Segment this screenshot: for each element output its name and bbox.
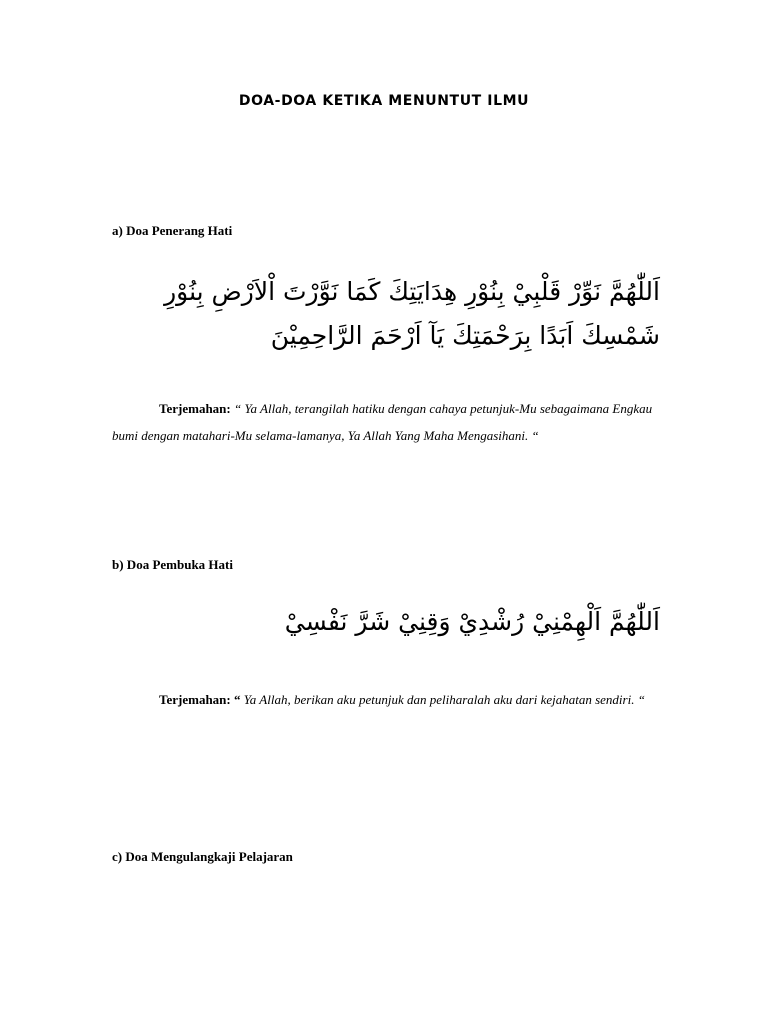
- section-a-heading: a) Doa Penerang Hati: [112, 223, 233, 238]
- section-a-translation-text: “ Ya Allah, terangilah hatiku dengan cahaya petunjuk-Mu sebagaimana Engkau bumi dengan matahari-Mu selama-lamanya, Ya Allah Yang Maha Mengasihani. “: [112, 401, 653, 443]
- section-b-translation-text: Ya Allah, berikan aku petunjuk dan peliharalah aku dari kejahatan sendiri. “: [240, 692, 645, 707]
- section-b-translation-quote: “: [230, 692, 241, 707]
- section-b-arabic-line-1: اَللّٰهُمَّ اَلْهِمْنِيْ رُشْدِيْ وَقِنِيْ شَرَّ نَفْسِيْ: [284, 607, 660, 636]
- section-b-arabic-prayer: [112, 600, 660, 644]
- section-b-heading: b) Doa Pembuka Hati: [112, 557, 233, 572]
- section-a-arabic-line-2: شَمْسِكَ اَبَدًا بِرَحْمَتِكَ يَآ اَرْحَمَ الرَّاحِمِيْنَ: [270, 321, 660, 350]
- section-a-translation-label: Terjemahan:: [159, 401, 231, 416]
- page-title: DOA-DOA KETIKA MENUNTUT ILMU: [238, 93, 530, 109]
- section-a-arabic-prayer: [112, 270, 660, 358]
- section-b-translation-label: Terjemahan:: [159, 692, 231, 707]
- section-a-translation: [112, 396, 660, 449]
- section-a-arabic-line-1: اَللّٰهُمَّ نَوِّرْ قَلْبِيْ بِنُوْرِ هِدَايَتِكَ كَمَا نَوَّرْتَ اْلاَرْضِ بِنُوْرِ: [164, 277, 660, 306]
- section-c-heading: c) Doa Mengulangkaji Pelajaran: [112, 849, 293, 864]
- section-b-translation: [112, 687, 660, 714]
